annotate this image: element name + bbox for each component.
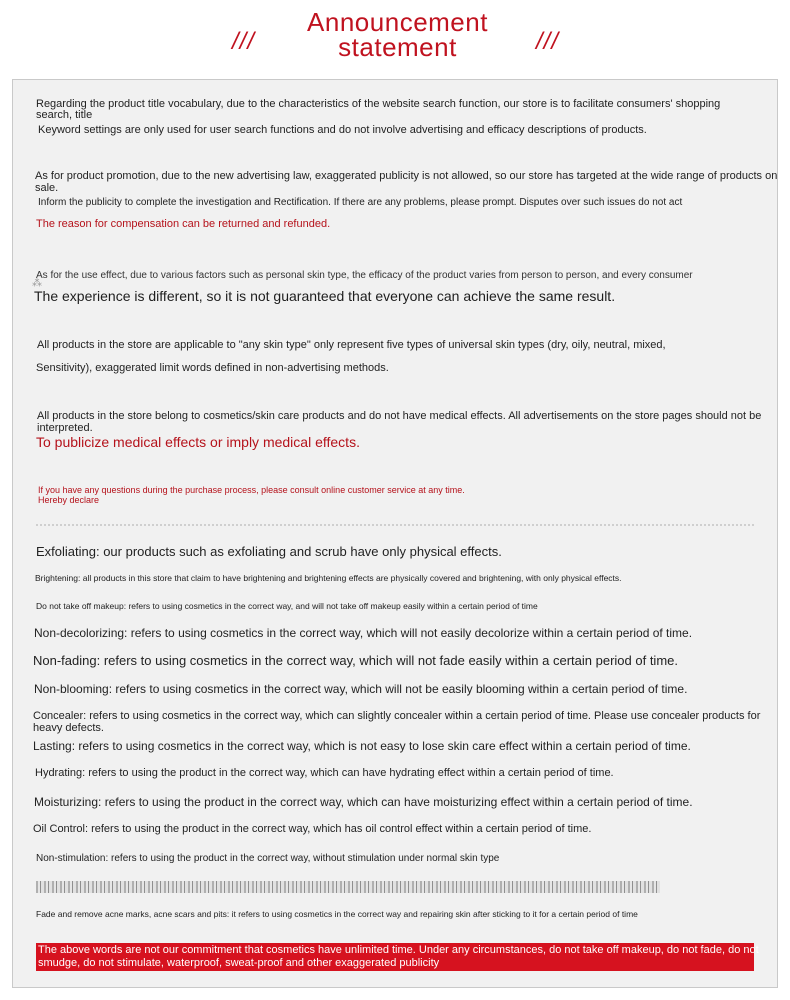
definition-no-makeup-removal: Do not take off makeup: refers to using cosmetics in the correct way, and will not take off makeup easily within a certain period of time xyxy=(36,601,538,611)
skin-type-notice-continued: Sensitivity), exaggerated limit words defined in non-advertising methods. xyxy=(36,362,389,374)
definition-acne-marks: Fade and remove acne marks, acne scars and pits: it refers to using cosmetics in the correct way and repairing skin after sticking to it for a certain period of time xyxy=(36,909,638,919)
definition-non-fading: Non-fading: refers to using cosmetics in the correct way, which will not fade easily within a certain period of time. xyxy=(33,653,678,668)
disclaimer-banner-text: The above words are not our commitment that cosmetics have unlimited time. Under any circumstances, do not take off makeup, do not fade, do not smudge, do not stimulate, waterproof, sweat-proof and other exaggerated publicity xyxy=(38,944,759,969)
customer-service-notice: If you have any questions during the purchase process, please consult online customer service at any time. xyxy=(38,485,465,495)
announcement-header xyxy=(0,0,790,78)
noise-mark-icon: ⁂ xyxy=(32,278,42,289)
page-title-line1: Announcement xyxy=(307,7,488,37)
search-keyword-notice: Regarding the product title vocabulary, due to the characteristics of the website search function, our store is to facilitate consumers' shopping search, title xyxy=(36,98,721,121)
definition-lasting: Lasting: refers to using cosmetics in the correct way, which is not easy to lose skin care effect within a certain period of time. xyxy=(33,739,691,753)
definition-concealer: Concealer: refers to using cosmetics in the correct way, which can slightly concealer within a certain period of time. Please use concealer products for heavy defects. xyxy=(33,710,761,734)
garbled-text-strip xyxy=(36,881,660,893)
definition-brightening: Brightening: all products in this store that claim to have brightening and brightening effects are physically covered and brightening, with only physical effects. xyxy=(35,573,622,583)
effect-varies-notice: As for the use effect, due to various factors such as personal skin type, the efficacy of the product varies from person to person, and every consumer xyxy=(36,270,693,281)
definition-exfoliating: Exfoliating: our products such as exfoliating and scrub have only physical effects. xyxy=(36,544,502,559)
definition-moisturizing: Moisturizing: refers to using the product in the correct way, which can have moisturizing effect within a certain period of time. xyxy=(34,795,693,809)
page-title xyxy=(285,7,510,62)
experience-notice: The experience is different, so it is not guaranteed that everyone can achieve the same result. xyxy=(34,288,616,304)
decorative-slashes-right: /// xyxy=(536,28,560,55)
skin-type-notice: All products in the store are applicable to "any skin type" only represent five types of universal skin types (dry, oily, neutral, mixed, xyxy=(37,339,666,351)
page-title-line2: statement xyxy=(338,32,457,62)
medical-effects-notice: All products in the store belong to cosmetics/skin care products and do not have medical effects. All advertisements on the store pages should not be interpreted. xyxy=(37,410,762,434)
decorative-slashes-left: /// xyxy=(232,28,256,55)
refund-notice: The reason for compensation can be returned and refunded. xyxy=(36,218,331,230)
medical-effects-warning: To publicize medical effects or imply medical effects. xyxy=(36,434,360,450)
declaration-label: Hereby declare xyxy=(38,495,100,505)
section-divider xyxy=(36,524,754,526)
definition-hydrating: Hydrating: refers to using the product in the correct way, which can have hydrating effect within a certain period of time. xyxy=(35,767,614,779)
definition-oil-control: Oil Control: refers to using the product in the correct way, which has oil control effect within a certain period of time. xyxy=(33,823,592,835)
promotion-notice-continued: Inform the publicity to complete the investigation and Rectification. If there are any problems, please prompt. Disputes over such issues do not act xyxy=(38,197,683,208)
statement-panel xyxy=(12,79,778,988)
definition-non-stimulation: Non-stimulation: refers to using the product in the correct way, without stimulation under normal skin type xyxy=(36,853,500,864)
definition-non-decolorizing: Non-decolorizing: refers to using cosmetics in the correct way, which will not easily decolorize within a certain period of time. xyxy=(34,626,693,640)
promotion-notice: As for product promotion, due to the new advertising law, exaggerated publicity is not allowed, so our store has targeted at the wide range of products on sale. xyxy=(35,170,778,194)
definition-non-blooming: Non-blooming: refers to using cosmetics in the correct way, which will not be easily blooming within a certain period of time. xyxy=(34,682,688,696)
search-keyword-notice-continued: Keyword settings are only used for user search functions and do not involve advertising and efficacy descriptions of products. xyxy=(38,124,647,136)
